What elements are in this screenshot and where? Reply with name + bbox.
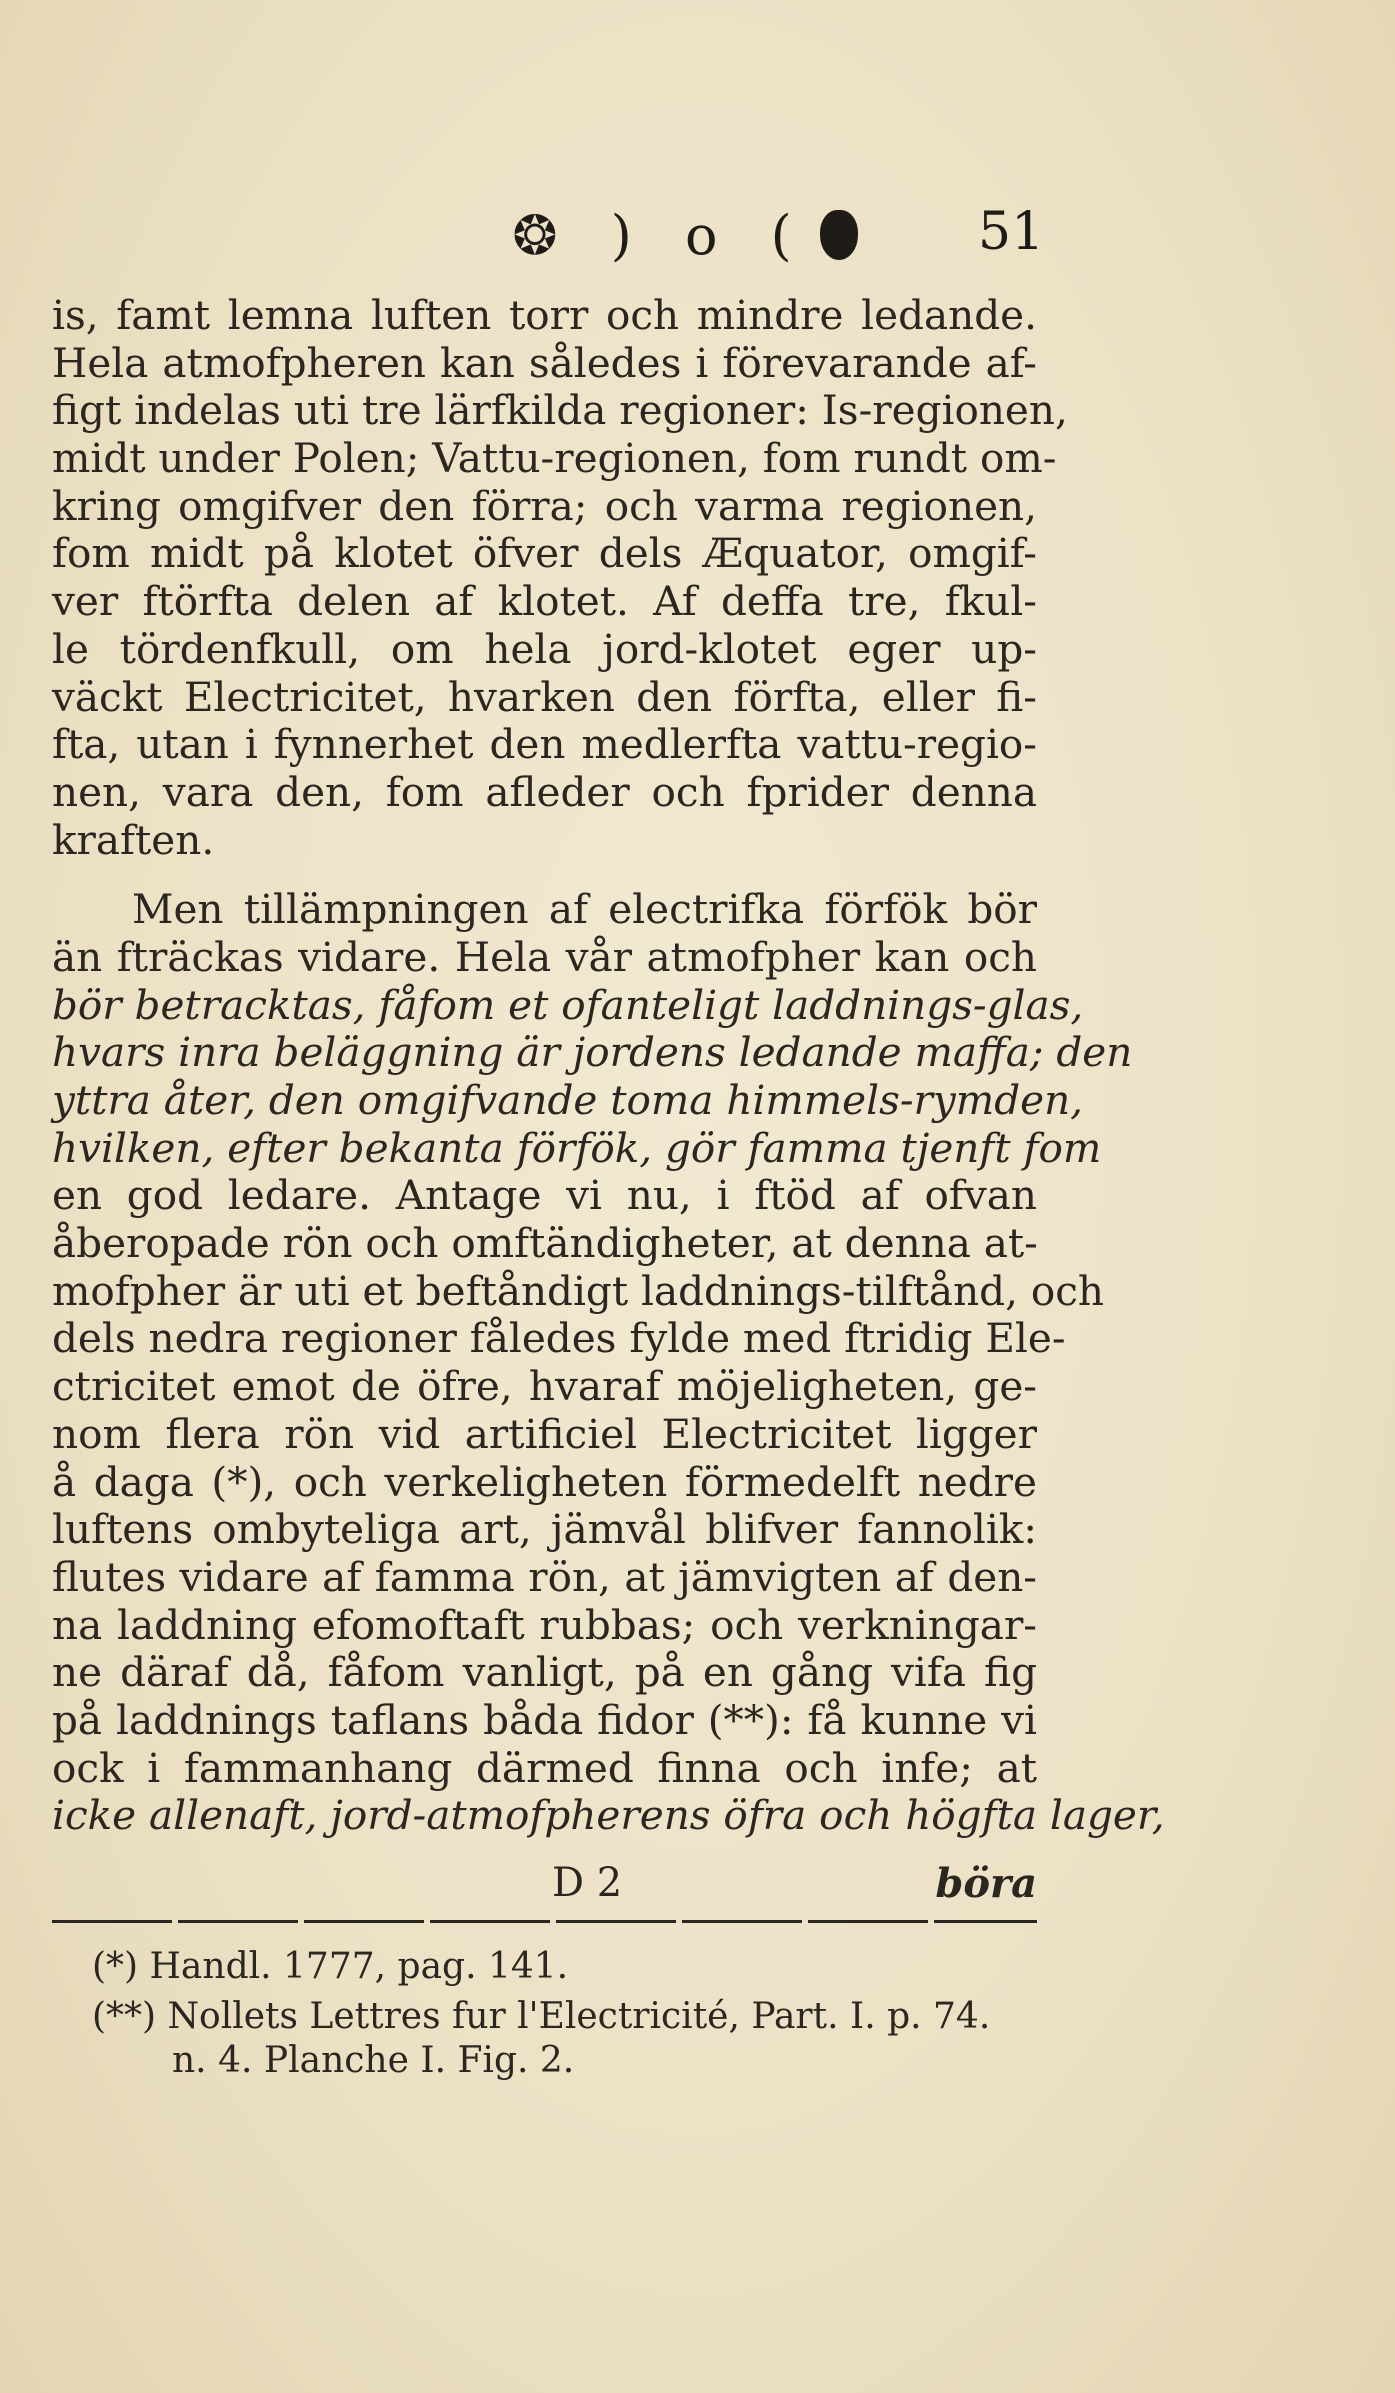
text-line: nom flera rön vid artificiel Electricitet ligger [52,1409,1037,1458]
footnote-rule [52,1920,1037,1923]
catchword: böra [935,1860,1037,1907]
text-line: ne däraf då, fåfom vanligt, på en gång vifa fig [52,1648,1037,1697]
text-line: en god ledare. Antage vi nu, i ftöd af ofvan [52,1171,1037,1220]
text-line: bör betracktas, fåfom et ofanteligt laddnings-glas, [52,980,1084,1029]
page-header-ornament [330,200,1050,270]
ornament-left: ❂ ) o ( [512,203,810,267]
text-line: väckt Electricitet, hvarken den förfta, eller fi- [52,672,1037,721]
text-line: nen, vara den, fom afleder och fprider denna [52,767,1037,816]
ornament-flower-icon [820,210,858,260]
main-text [52,291,1165,1840]
text-line: yttra åter, den omgifvande toma himmels-rymden, [52,1076,1084,1124]
text-line: luftens ombyteliga art, jämvål blifver fannolik: [52,1505,1037,1554]
text-line: figt indelas uti tre lärfkilda regioner: Is-regionen, [52,386,1068,435]
text-line: flutes vidare af famma rön, at jämvigten af den- [52,1552,1037,1601]
text-line: kraften. [52,815,215,864]
text-line: is, famt lemna luften torr och mindre ledande. [52,291,1037,339]
text-line: än fträckas vidare. Hela vår atmofpher kan och [52,932,1037,981]
text-line: midt under Polen; Vattu-regionen, fom rundt om- [52,434,1057,483]
page-number: 51 [978,202,1045,262]
text-line: Men tillämpningen af electrifka förfök bör [132,885,1037,934]
text-line: fta, utan i fynnerhet den medlerfta vattu-regio- [52,720,1037,769]
text-line: le tördenfkull, om hela jord-klotet eger up- [52,624,1037,673]
text-line: ctricitet emot de öfre, hvaraf möjeligheten, ge- [52,1362,1037,1411]
text-line: dels nedra regioner fåledes fylde med ftridig Ele- [52,1314,1066,1363]
text-line: mofpher är uti et beftåndigt laddnings-tilftånd, och [52,1266,1104,1315]
text-line: fom midt på klotet öfver dels Æquator, omgif- [52,529,1037,578]
text-line: hvars inra beläggning är jordens ledande maffa; den [52,1028,1133,1077]
text-line: ver ftörfta delen af klotet. Af deffa tre, fkul- [52,577,1037,626]
text-line: åberopade rön och omftändigheter, at denna at- [52,1219,1038,1268]
text-line: icke allenaft, jord-atmofpherens öfra och högfta lager, [52,1791,1165,1840]
text-line: na laddning efomoftaft rubbas; och verkningar- [52,1600,1037,1649]
text-line: kring omgifver den förra; och varma regionen, [52,481,1037,530]
footnote-1: (*) Handl. 1777, pag. 141. [92,1946,569,1987]
signature-mark: D 2 [552,1860,623,1906]
text-line: hvilken, efter bekanta förfök, gör famma tjenft fom [52,1123,1102,1172]
paragraph-2 [52,885,1165,1840]
text-line: å daga (*), och verkeligheten förmedelft nedre [52,1457,1037,1506]
text-line: på laddnings taflans båda fidor (**): få kunne vi [52,1695,1037,1744]
text-line: Hela atmofpheren kan således i förevarande af- [52,338,1037,387]
text-line: ock i fammanhang därmed finna och infe; at [52,1743,1037,1792]
footnote-2-continued: n. 4. Planche I. Fig. 2. [172,2040,575,2081]
footnote-2: (**) Nollets Lettres fur l'Electricité, Part. I. p. 74. [92,1996,991,2037]
paragraph-1 [52,291,1068,864]
signature-row [52,1860,1037,1910]
